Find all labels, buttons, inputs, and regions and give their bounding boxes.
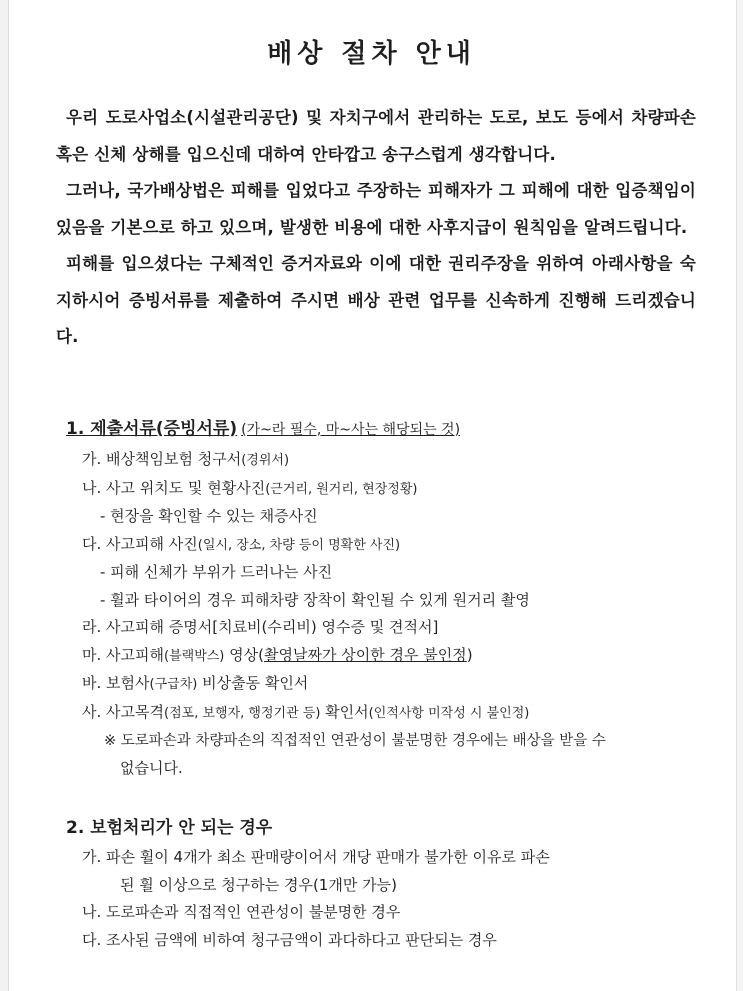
section-1-list bbox=[82, 446, 702, 783]
list-item-2-da: 다. 조사된 금액에 비하여 청구금액이 과다하다고 판단되는 경우 bbox=[82, 930, 497, 949]
list-subitem-na: - 현장을 확인할 수 있는 채증사진 bbox=[100, 507, 318, 525]
list-item-ga: 가. 배상책임보험 청구서(경위서) bbox=[82, 450, 290, 468]
page-edge-left bbox=[0, 0, 9, 991]
intro-paragraph-3: 피해를 입으셨다는 구체적인 증거자료와 이에 대한 권리주장을 위하여 아래사항을 숙지하시어 증빙서류를 제출하여 주시면 배상 관련 업무를 신속하게 진행해 드리겠습니다. bbox=[56, 254, 696, 346]
list-item-2-ga-1: 가. 파손 휠이 4개가 최소 판매량이어서 개당 판매가 불가한 이유로 파손 bbox=[82, 848, 550, 866]
list-subitem-da-2: - 휠과 타이어의 경우 피해차량 장착이 확인될 수 있게 원거리 촬영 bbox=[100, 590, 530, 609]
list-item-2-ga-2: 된 휠 이상으로 청구하는 경우(1개만 가능) bbox=[120, 875, 397, 894]
section-2-heading: 2. 보험처리가 안 되는 경우 bbox=[66, 818, 273, 838]
section-2-list bbox=[82, 844, 702, 954]
list-item-ba: 바. 보험사(구급차) 비상출동 확인서 bbox=[82, 674, 309, 692]
intro-block bbox=[56, 100, 696, 356]
list-item-2-na: 나. 도로파손과 직접적인 연관성이 불분명한 경우 bbox=[82, 903, 401, 921]
notice-line-1: ※ 도로파손과 차량파손의 직접적인 연관성이 불분명한 경우에는 배상을 받을 수 bbox=[104, 733, 606, 749]
list-item-sa: 사. 사고목격(점포, 보행자, 행정기관 등) 확인서(인적사항 미작성 시 불인정) bbox=[82, 702, 530, 721]
list-subitem-da-1: - 피해 신체가 부위가 드러나는 사진 bbox=[100, 563, 333, 581]
section-1-heading: 1. 제출서류(증빙서류) (가~라 필수, 마~사는 해당되는 것) bbox=[66, 419, 461, 439]
list-item-da: 다. 사고피해 사진(일시, 장소, 차량 등이 명확한 사진) bbox=[82, 534, 401, 553]
intro-paragraph-2: 그러나, 국가배상법은 피해를 입었다고 주장하는 피해자가 그 피해에 대한 입증책임이 있음을 기본으로 하고 있으며, 발생한 비용에 대한 사후지급이 원칙임을 알려드립니다. bbox=[56, 181, 696, 237]
list-item-na: 나. 사고 위치도 및 현황사진(근거리, 원거리, 현장정황) bbox=[82, 478, 418, 497]
notice-line-2: 없습니다. bbox=[120, 759, 183, 777]
list-item-ra: 라. 사고피해 증명서[치료비(수리비) 영수증 및 견적서] bbox=[82, 618, 439, 636]
intro-paragraph-1: 우리 도로사업소(시설관리공단) 및 자치구에서 관리하는 도로, 보도 등에서 차량파손 혹은 신체 상해를 입으신데 대하여 안타깝고 송구스럽게 생각합니다. bbox=[56, 108, 696, 164]
section-1-note: (가~라 필수, 마~사는 해당되는 것) bbox=[241, 422, 461, 438]
list-item-ma: 마. 사고피해(블랙박스) 영상(촬영날짜가 상이한 경우 불인정) bbox=[82, 645, 473, 664]
page-edge-right bbox=[736, 0, 743, 991]
document-title: 배상 절차 안내 bbox=[267, 39, 476, 69]
